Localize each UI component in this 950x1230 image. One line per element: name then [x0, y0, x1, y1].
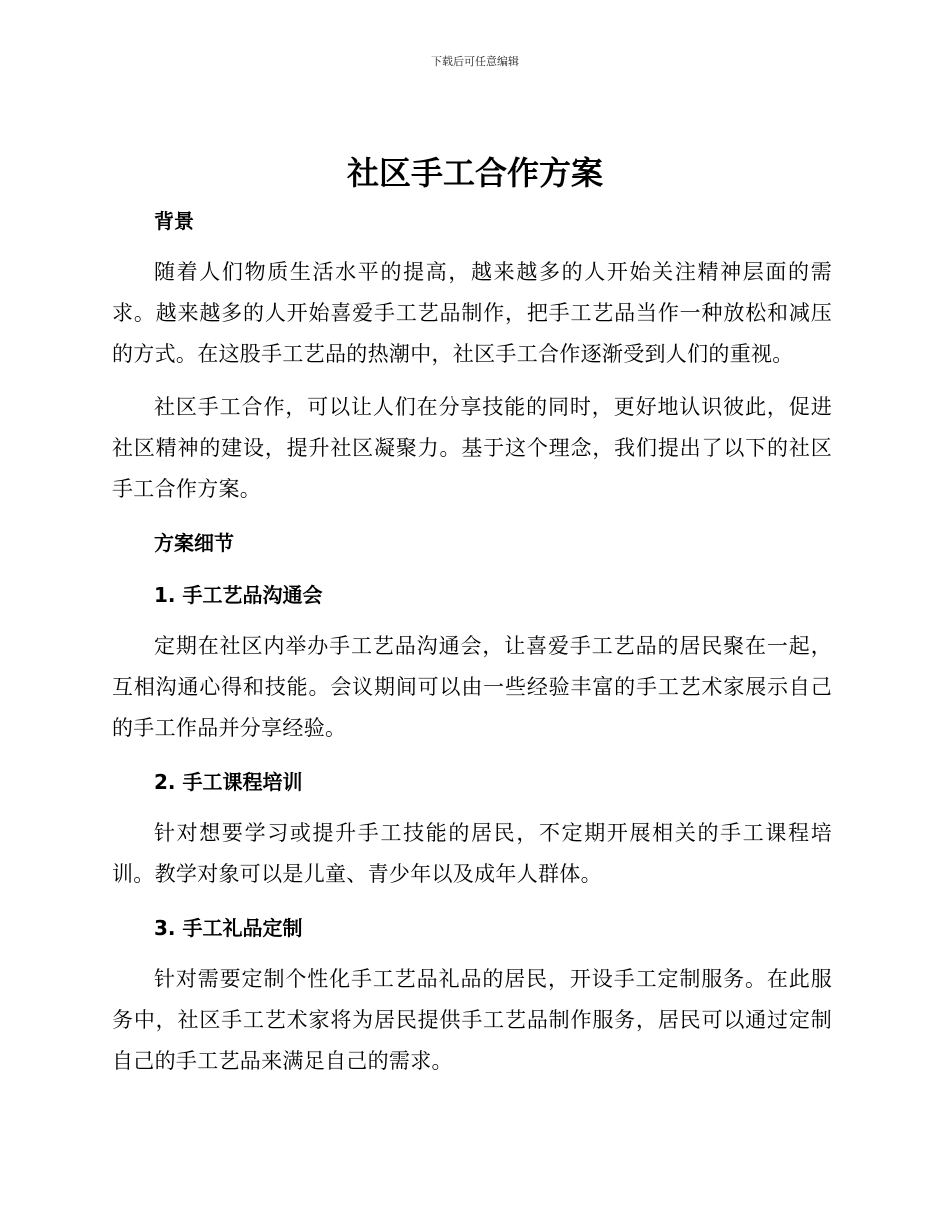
document-body	[112, 200, 832, 1094]
header-note: 下载后可任意编辑	[431, 55, 519, 68]
document-title: 社区手工合作方案	[346, 154, 603, 192]
paragraph-item-1: 定期在社区内举办手工艺品沟通会，让喜爱手工艺品的居民聚在一起，互相沟通心得和技能。会议期间可以由一些经验丰富的手工艺术家展示自己的手工作品并分享经验。	[112, 634, 832, 740]
paragraph-background-1: 随着人们物质生活水平的提高，越来越多的人开始关注精神层面的需求。越来越多的人开始喜爱手工艺品制作，把手工艺品当作一种放松和减压的方式。在这股手工艺品的热潮中，社区手工合作逐渐受到人们的重视。	[112, 260, 832, 366]
item-heading-3: 3. 手工礼品定制	[154, 916, 303, 940]
paragraph-item-3: 针对需要定制个性化手工艺品礼品的居民，开设手工定制服务。在此服务中，社区手工艺术家将为居民提供手工艺品制作服务，居民可以通过定制自己的手工艺品来满足自己的需求。	[112, 967, 832, 1073]
item-heading-2: 2. 手工课程培训	[154, 770, 303, 794]
paragraph-background-2: 社区手工合作，可以让人们在分享技能的同时，更好地认识彼此，促进社区精神的建设，提升社区凝聚力。基于这个理念，我们提出了以下的社区手工合作方案。	[112, 395, 832, 501]
item-heading-1: 1. 手工艺品沟通会	[154, 583, 323, 607]
section-heading-background: 背景	[154, 209, 194, 233]
section-heading-details: 方案细节	[154, 531, 234, 555]
paragraph-item-2: 针对想要学习或提升手工技能的居民，不定期开展相关的手工课程培训。教学对象可以是儿童、青少年以及成年人群体。	[112, 821, 832, 886]
